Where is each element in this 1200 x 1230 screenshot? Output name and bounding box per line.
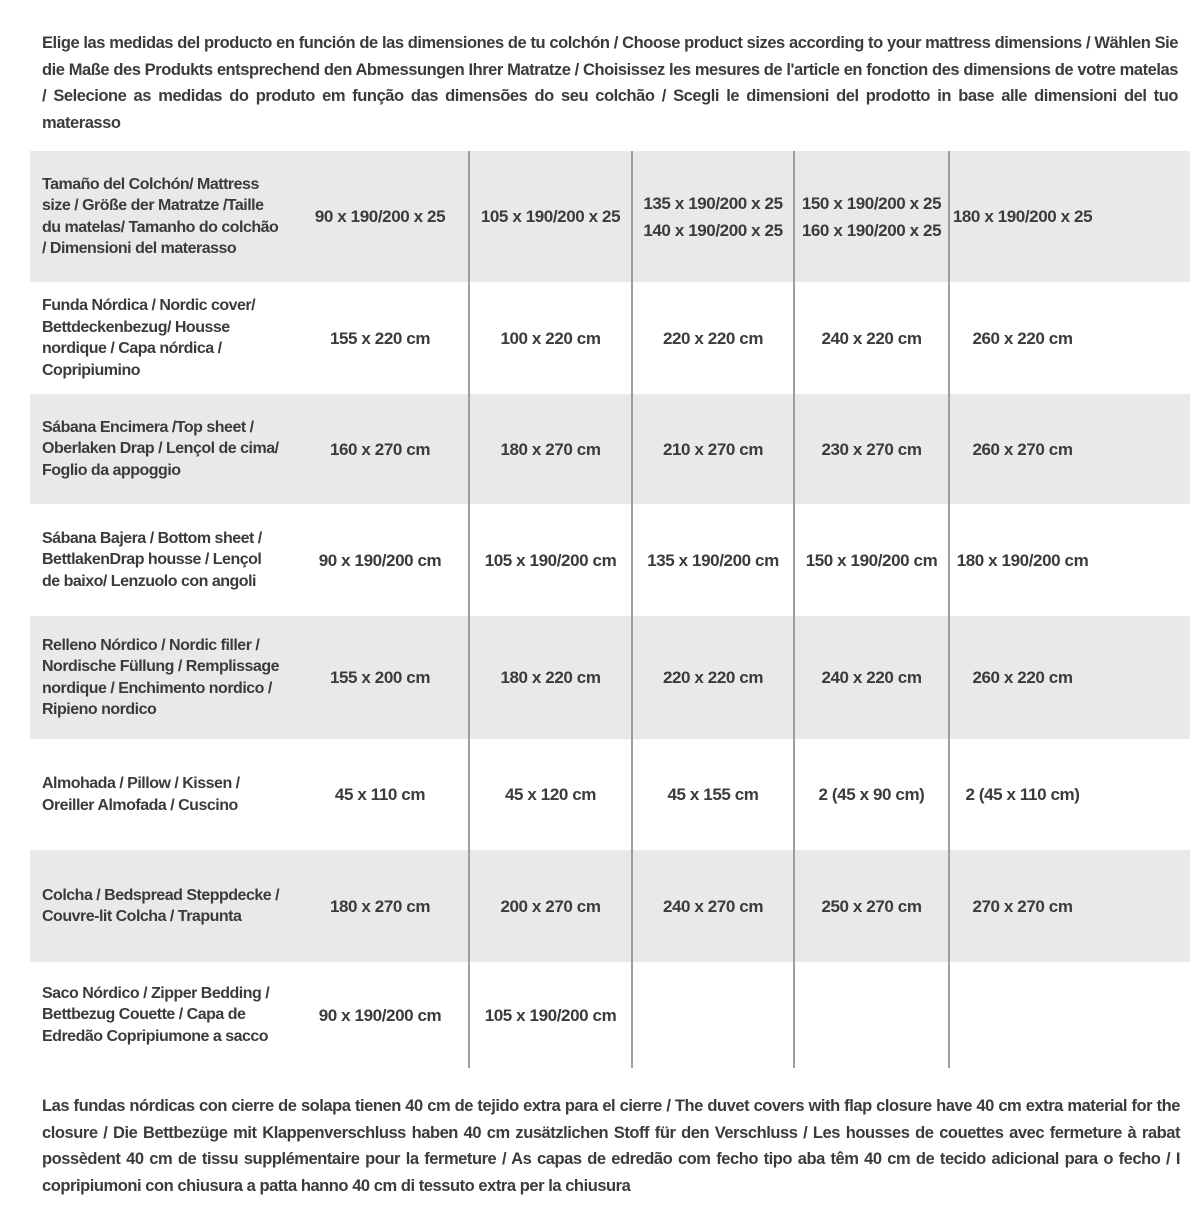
size-value-cell <box>468 962 631 1068</box>
size-value-cell <box>948 850 1190 962</box>
size-value-text: 155 x 200 cm <box>329 668 431 687</box>
size-value-text: 160 x 270 cm <box>329 439 431 459</box>
size-value-cell <box>793 962 948 1068</box>
size-value-text: 240 x 270 cm <box>662 896 764 916</box>
size-value-cell <box>793 394 948 504</box>
product-row-label: Colcha / Bedspread Steppdecke / Couvre-lit Colcha / Trapunta <box>42 886 280 925</box>
size-value-cell <box>631 394 793 504</box>
size-value-text: 100 x 220 cm <box>500 328 601 348</box>
size-value-text: 150 x 190/200 x 25 <box>801 193 942 213</box>
size-value-text: 105 x 190/200 x 25 <box>480 207 621 226</box>
size-value-cell <box>793 739 948 850</box>
mattress-size-cell <box>292 151 468 282</box>
size-value-text: 180 x 270 cm <box>500 439 601 459</box>
table-row <box>30 282 1190 394</box>
size-value-text: 105 x 190/200 cm <box>484 1005 617 1025</box>
size-value-text: 105 x 190/200 cm <box>484 550 617 570</box>
size-value-text: 135 x 190/200 cm <box>647 550 779 570</box>
size-value-text: 220 x 220 cm <box>662 668 764 687</box>
size-value-text: 180 x 190/200 x 25 <box>952 207 1093 226</box>
size-value-cell <box>948 616 1190 739</box>
mattress-size-heading: Tamaño del Colchón/ Mattress size / Größe der Matratze /Taille du matelas/ Tamanho do colchão / Dimensioni del materasso <box>42 175 279 257</box>
size-value-cell <box>948 739 1190 850</box>
size-value-cell <box>631 850 793 962</box>
size-value-text: 160 x 190/200 x 25 <box>801 220 942 240</box>
size-value-cell <box>948 504 1190 616</box>
size-value-cell <box>631 616 793 739</box>
size-value-text: 180 x 270 cm <box>329 896 431 916</box>
size-value-cell <box>793 282 948 394</box>
size-value-text: 150 x 190/200 cm <box>805 550 938 570</box>
table-header-row <box>30 151 1190 282</box>
size-value-text: 210 x 270 cm <box>662 439 764 459</box>
size-value-text: 90 x 190/200 x 25 <box>314 207 446 226</box>
product-row-label: Relleno Nórdico / Nordic filler / Nordische Füllung / Remplissage nordique / Enchimento nordico / Ripieno nordico <box>42 636 279 718</box>
size-value-cell <box>292 739 468 850</box>
table-row <box>30 394 1190 504</box>
size-table <box>30 151 1190 1068</box>
product-row-label: Almohada / Pillow / Kissen / Oreiller Almofada / Cuscino <box>42 775 240 814</box>
size-value-text: 90 x 190/200 cm <box>318 1005 442 1025</box>
size-value-text: 270 x 270 cm <box>972 896 1073 916</box>
size-value-text: 90 x 190/200 cm <box>318 550 442 570</box>
size-value-text: 240 x 220 cm <box>821 328 922 348</box>
size-value-text: 240 x 220 cm <box>821 668 922 687</box>
size-value-text: 140 x 190/200 x 25 <box>643 220 783 240</box>
size-value-cell <box>292 504 468 616</box>
size-value-cell <box>793 616 948 739</box>
size-value-cell <box>292 282 468 394</box>
size-value-text: 260 x 270 cm <box>972 439 1073 459</box>
size-value-cell <box>468 616 631 739</box>
product-row-label: Saco Nórdico / Zipper Bedding / Bettbezug Couette / Capa de Edredão Copripiumone a sacco <box>42 984 270 1045</box>
size-value-cell <box>948 394 1190 504</box>
size-value-cell <box>631 282 793 394</box>
table-row <box>30 504 1190 616</box>
size-value-cell <box>292 850 468 962</box>
size-value-cell <box>631 739 793 850</box>
size-value-text: 230 x 270 cm <box>821 439 922 459</box>
size-value-text: 180 x 220 cm <box>500 668 601 687</box>
size-value-text: 260 x 220 cm <box>972 668 1073 687</box>
size-value-cell <box>948 282 1190 394</box>
size-value-cell <box>468 850 631 962</box>
size-value-text: 155 x 220 cm <box>329 328 431 348</box>
size-value-cell <box>292 394 468 504</box>
mattress-size-cell <box>793 151 948 282</box>
size-value-text: 220 x 220 cm <box>662 328 764 348</box>
product-row-label: Funda Nórdica / Nordic cover/ Bettdeckenbezug/ Housse nordique / Capa nórdica / Copripiumino <box>42 297 256 379</box>
size-value-cell <box>793 850 948 962</box>
table-row <box>30 850 1190 962</box>
size-value-cell <box>793 504 948 616</box>
size-value-cell <box>631 504 793 616</box>
size-value-text: 200 x 270 cm <box>500 896 601 916</box>
size-value-text: 45 x 110 cm <box>334 785 426 804</box>
mattress-size-cell <box>468 151 631 282</box>
size-value-cell <box>468 739 631 850</box>
size-value-text: 2 (45 x 110 cm) <box>965 785 1080 804</box>
size-value-cell <box>468 504 631 616</box>
size-value-text: 2 (45 x 90 cm) <box>818 785 925 804</box>
size-value-cell <box>631 962 793 1068</box>
mattress-size-cell <box>631 151 793 282</box>
size-value-text: 180 x 190/200 cm <box>956 550 1089 570</box>
size-value-cell <box>292 616 468 739</box>
product-row-label: Sábana Bajera / Bottom sheet / BettlakenDrap housse / Lençol de baixo/ Lenzuolo con angoli <box>42 529 262 590</box>
size-value-cell <box>292 962 468 1068</box>
size-value-text: 45 x 120 cm <box>504 785 597 804</box>
size-value-text: 250 x 270 cm <box>821 896 922 916</box>
size-value-text: 260 x 220 cm <box>972 328 1073 348</box>
table-row <box>30 616 1190 739</box>
size-guide-page <box>0 30 1200 1199</box>
size-value-cell <box>948 962 1190 1068</box>
product-row-label: Sábana Encimera /Top sheet / Oberlaken Drap / Lençol de cima/ Foglio da appoggio <box>42 418 279 479</box>
size-value-text: 45 x 155 cm <box>667 785 759 804</box>
size-value-text: 135 x 190/200 x 25 <box>643 193 783 213</box>
table-row <box>30 962 1190 1068</box>
intro-paragraph: Elige las medidas del producto en función de las dimensiones de tu colchón / Choose product sizes according to your mattress dimensions / Wählen Sie die Maße des Produkts entsprechend den Abmessungen Ihrer Matratze / Choisissez les mesures de l'article en fonction des dimensions de votre matelas / Selecione as medidas do produto em função das dimensões do seu colchão / Scegli le dimensioni del prodotto in base alle dimensioni del tuo materasso <box>42 34 1178 132</box>
size-value-cell <box>468 394 631 504</box>
size-value-cell <box>468 282 631 394</box>
note-paragraph: Las fundas nórdicas con cierre de solapa tienen 40 cm de tejido extra para el cierre / The duvet covers with flap closure have 40 cm extra material for the closure / Die Bettbezüge mit Klappenverschluss haben 40 cm zusätzlichen Stoff für den Verschluss / Les housses de couettes avec fermeture à rabat possèdent 40 cm de tissu supplémentaire pour la fermeture / As capas de edredão com fecho tipo aba têm 40 cm de tecido adicional para o fecho / I copripiumoni con chiusura a patta hanno 40 cm di tessuto extra per la chiusura <box>42 1097 1180 1195</box>
table-row <box>30 739 1190 850</box>
mattress-size-cell <box>948 151 1190 282</box>
